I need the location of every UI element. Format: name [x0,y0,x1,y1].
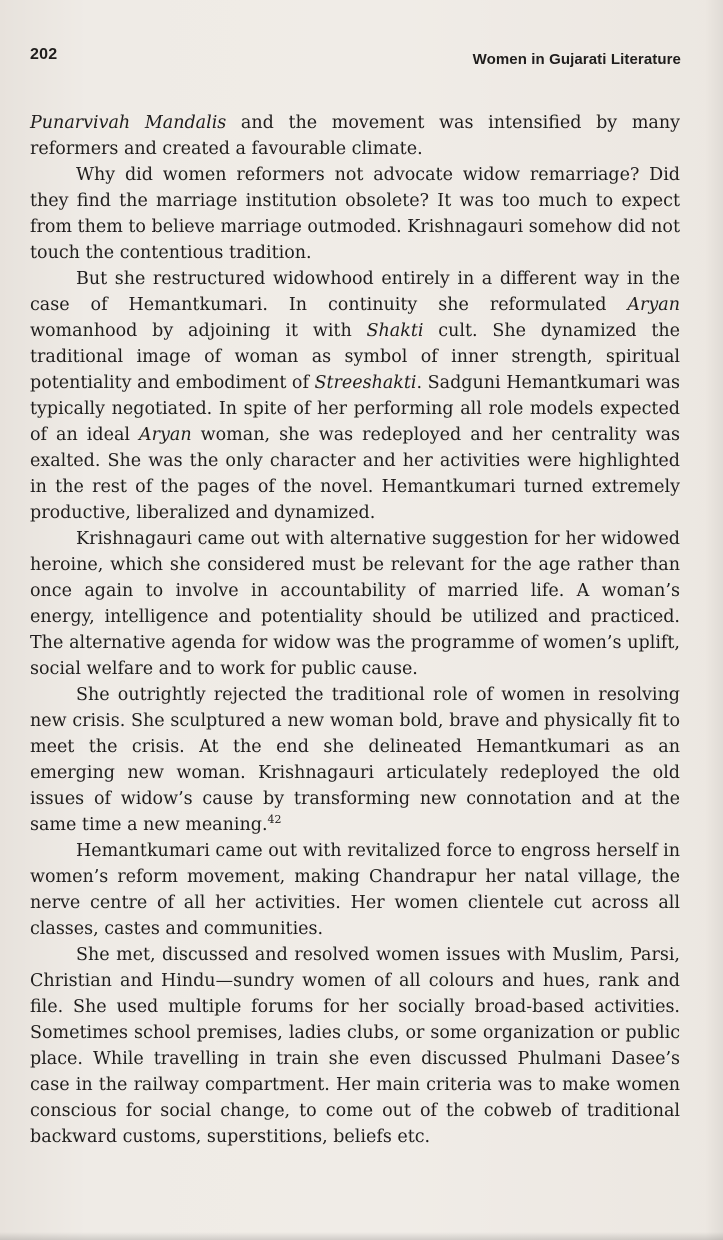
running-title: Women in Gujarati Literature [472,51,681,68]
paragraph-3-text-c: cult. She dynamized the traditional image of woman as symbol of inner strength, spiritual potentiality and embodiment of [30,321,680,393]
italic-term-streeshakti: Streeshakti [314,373,417,393]
paragraph-3-text-a: But she restructured widowhood entirely in a different way in the case of Hemantkumari. In continuity she reformulated [30,269,680,315]
paragraph-1-text: and the movement was intensified by many reformers and created a favourable climate. [30,113,681,159]
footnote-ref[interactable]: 42 [267,813,282,827]
paragraph-3 [30,266,680,526]
italic-term-shakti: Shakti [366,321,424,341]
italic-term-aryan-2: Aryan [139,425,192,445]
paragraph-3-text-b: womanhood by adjoining it with [30,321,367,341]
italic-term-aryan: Aryan [627,295,680,315]
page-number: 202 [30,46,58,63]
paragraph-5-text: She outrightly rejected the traditional role of women in resolving new crisis. She sculptured a new woman bold, brave and physically fit to meet the crisis. At the end she delineated Hemantkumari as an emerging new woman. Krishnagauri articulately redeployed the old issues of widow’s cause by transforming new connotation and at the same time a new meaning. [30,685,680,835]
paragraph-3-text-d: . Sadguni Hemantkumari was typically negotiated. In spite of her performing all role models expected of an ideal [30,373,680,445]
paragraph-6: Hemantkumari came out with revitalized force to engross herself in women’s reform movement, making Chandrapur her natal village, the nerve centre of all her activities. Her women clientele cut across all classes, castes and communities. [30,841,680,939]
bottom-edge [0,1232,723,1240]
paragraph-4: Krishnagauri came out with alternative suggestion for her widowed heroine, which she considered must be relevant for the age rather than once again to involve in accountability of married life. A woman’s energy, intelligence and potentiality should be utilized and practiced. The alternative agenda for widow was the programme of women’s uplift, social welfare and to work for public cause. [30,529,680,679]
page-header [30,46,681,74]
page-edge-shadow [705,0,723,1240]
paragraph-7: She met, discussed and resolved women issues with Muslim, Parsi, Christian and Hindu—sundry women of all colours and hues, rank and file. She used multiple forums for her socially broad-based activities. Sometimes school premises, ladies clubs, or some organization or public place. While travelling in train she even discussed Phulmani Dasee’s case in the railway compartment. Her main criteria was to make women conscious for social change, to come out of the cobweb of traditional backward customs, superstitions, beliefs etc. [30,945,680,1147]
body-text [30,110,680,1150]
paragraph-1 [30,110,680,162]
italic-term-punarvivah-mandalis: Punarvivah Mandalis [30,113,227,133]
paragraph-5 [30,682,680,838]
paragraph-3-text-e: woman, she was redeployed and her centrality was exalted. She was the only character and her activities were highlighted in the rest of the pages of the novel. Hemantkumari turned extremely productive, liberalized and dynamized. [30,425,681,523]
paragraph-2: Why did women reformers not advocate widow remarriage? Did they find the marriage institution obsolete? It was too much to expect from them to believe marriage outmoded. Krishnagauri somehow did not touch the contentious tradition. [30,165,680,263]
